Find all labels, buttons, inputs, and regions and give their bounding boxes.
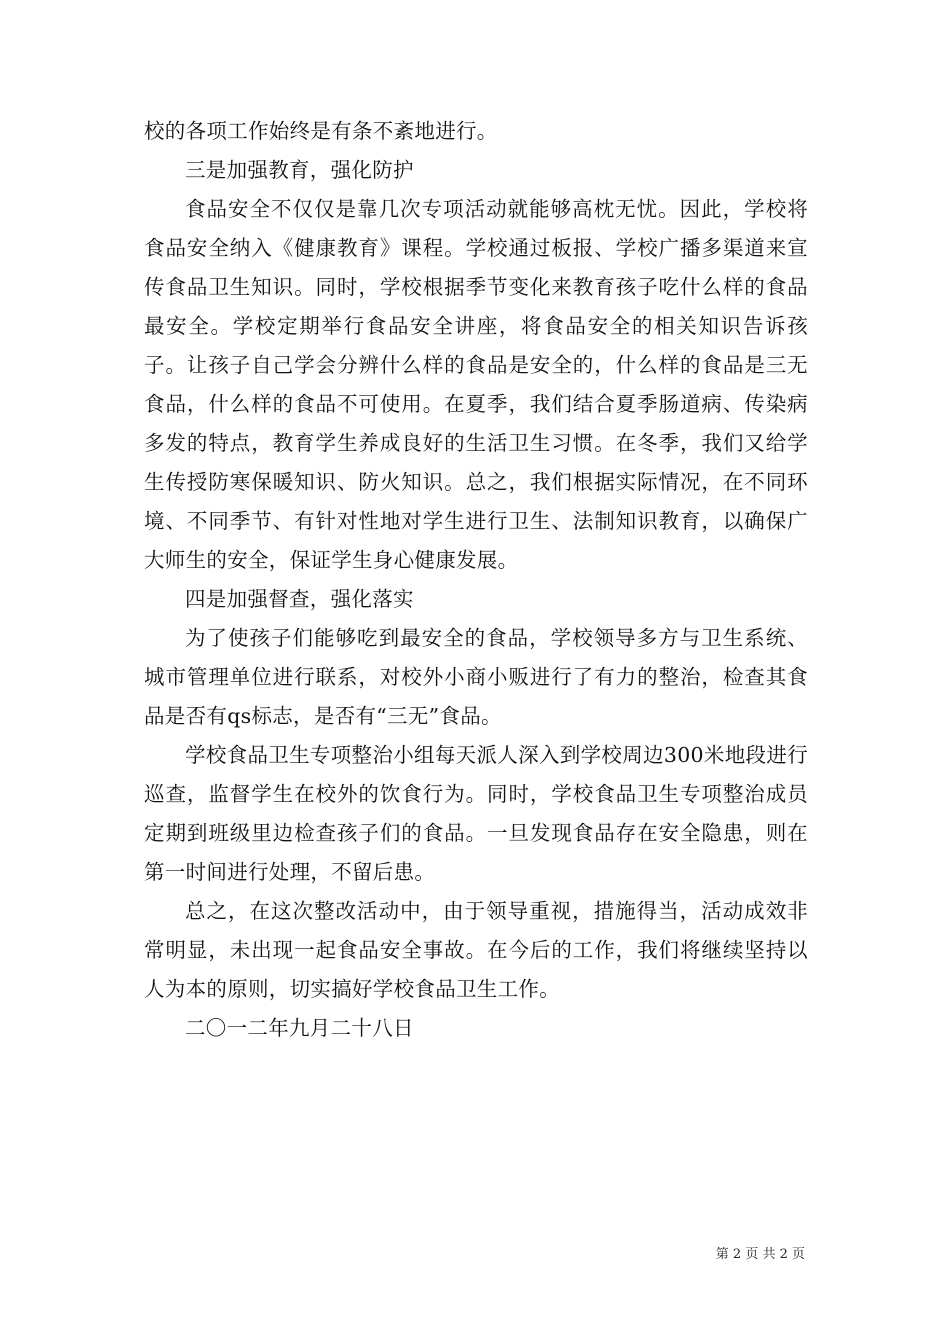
paragraph-education: 食品安全不仅仅是靠几次专项活动就能够高枕无忧。因此，学校将食品安全纳入《健康教育》课程。学校通过板报、学校广播多渠道来宣传食品卫生知识。同时，学校根据季节变化来教育孩子吃什么样的食品最安全。学校定期举行食品安全讲座，将食品安全的相关知识告诉孩子。让孩子自己学会分辨什么样的食品是安全的，什么样的食品是三无食品，什么样的食品不可使用。在夏季，我们结合夏季肠道病、传染病多发的特点，教育学生养成良好的生活卫生习惯。在冬季，我们又给学生传授防寒保暖知识、防火知识。总之，我们根据实际情况，在不同环境、不同季节、有针对性地对学生进行卫生、法制知识教育，以确保广大师生的安全，保证学生身心健康发展。: [144, 197, 808, 572]
document-body: [144, 112, 808, 1048]
section-heading-supervision: 四是加强督查，强化落实: [185, 587, 414, 611]
paragraph-conclusion: 总之，在这次整改活动中，由于领导重视，措施得当，活动成效非常明显，未出现一起食品安全事故。在今后的工作，我们将继续坚持以人为本的原则，切实搞好学校食品卫生工作。: [144, 899, 808, 1001]
document-date: 二〇一二年九月二十八日: [185, 1016, 414, 1040]
paragraph-supervision: 为了使孩子们能够吃到最安全的食品，学校领导多方与卫生系统、城市管理单位进行联系，对校外小商小贩进行了有力的整治，检查其食品是否有qs标志，是否有“三无”食品。: [144, 626, 808, 728]
page-number-footer: 第 2 页 共 2 页: [715, 1247, 805, 1262]
section-heading-education: 三是加强教育，强化防护: [185, 158, 414, 182]
paragraph-patrol: 学校食品卫生专项整治小组每天派人深入到学校周边300米地段进行巡查，监督学生在校外的饮食行为。同时，学校食品卫生专项整治成员定期到班级里边检查孩子们的食品。一旦发现食品存在安全隐患，则在第一时间进行处理，不留后患。: [144, 743, 808, 884]
paragraph-continuation: 校的各项工作始终是有条不紊地进行。: [144, 119, 498, 143]
